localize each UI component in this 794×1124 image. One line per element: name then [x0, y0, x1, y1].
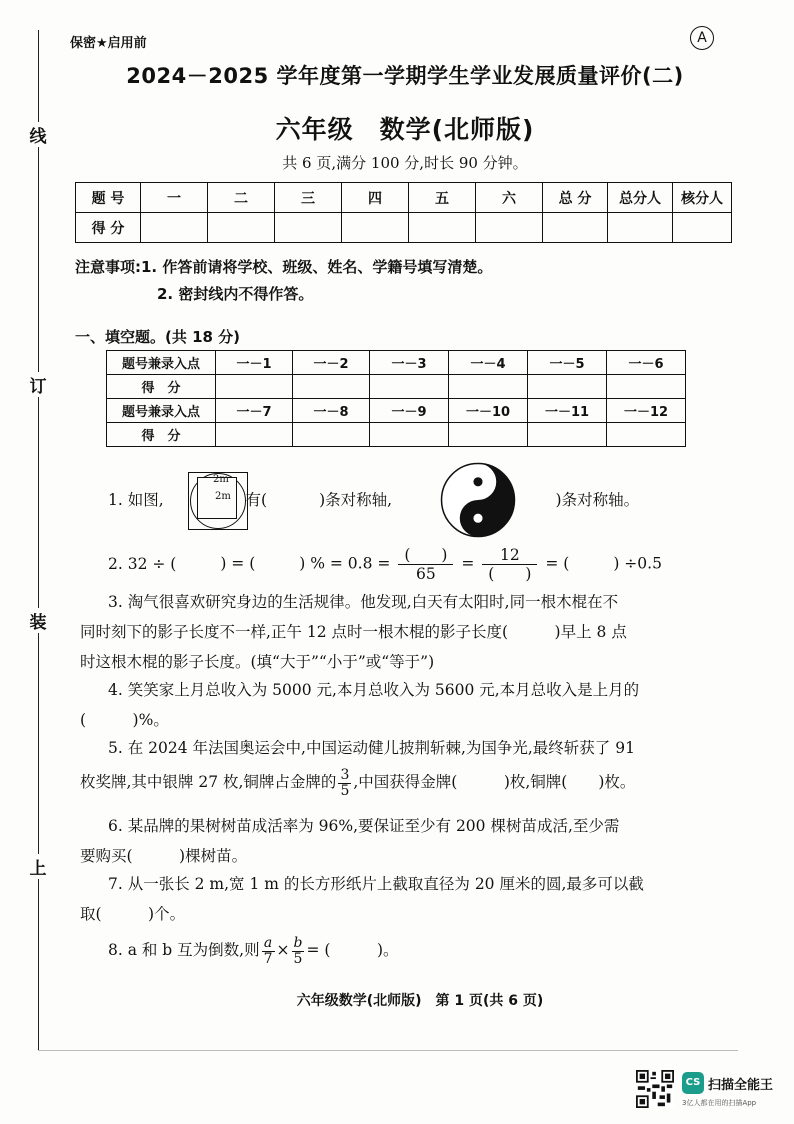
- q7-line-1: 7. 从一张长 2 m,宽 1 m 的长方形纸片上截取直径为 20 厘米的圆,最多可以截: [108, 875, 644, 893]
- entry-point: 一－5: [528, 351, 607, 375]
- q5-line-1: 5. 在 2024 年法国奥运会中,中国运动健儿披荆斩棘,为国争光,最终斩获了 91: [108, 739, 635, 757]
- binding-char-xian: 线: [26, 122, 50, 147]
- section-1-title: 一、填空题。(共 18 分): [75, 328, 241, 346]
- notice-line-1: 注意事项:1. 作答前请将学校、班级、姓名、学籍号填写清楚。: [75, 258, 493, 276]
- entry-point: 一－9: [370, 399, 449, 423]
- entry-point: 一－12: [607, 399, 686, 423]
- entry-point: 一－3: [370, 351, 449, 375]
- question-8: [108, 934, 399, 967]
- q8-frac-a-den: 7: [263, 950, 273, 967]
- q8-frac-b-den: 5: [293, 950, 303, 967]
- entry-point: 一－2: [293, 351, 370, 375]
- score-cell[interactable]: [342, 213, 409, 243]
- score-header-cell: 六: [476, 183, 543, 213]
- entry-score-cell[interactable]: [449, 423, 528, 447]
- score-cell[interactable]: [543, 213, 608, 243]
- camscanner-logo-icon: CS: [682, 1072, 704, 1094]
- q4-line-2: ( )%。: [80, 711, 169, 729]
- binding-char-zhuang: 装: [26, 608, 50, 633]
- score-header-cell: 总分人: [608, 183, 673, 213]
- entry-row: [107, 399, 686, 423]
- q5-line-2b: ,中国获得金牌( )枚,铜牌( )枚。: [353, 773, 636, 791]
- score-cell[interactable]: [141, 213, 208, 243]
- entry-score-cell[interactable]: [370, 423, 449, 447]
- q2-d: = (: [545, 554, 570, 573]
- q1-close: )条对称轴,: [319, 491, 393, 509]
- q2-fraction-1: [398, 546, 453, 583]
- q8-times: ×: [276, 941, 290, 959]
- q5-frac-num: 3: [340, 766, 350, 783]
- q1-mid-a: 有(: [245, 491, 268, 509]
- exam-subject: 六年级 数学(北师版): [275, 115, 535, 144]
- binding-line: [38, 30, 39, 1050]
- q8-frac-a-num: a: [262, 936, 275, 952]
- question-2: [80, 546, 662, 583]
- q2-e: ) ÷0.5: [613, 554, 662, 573]
- entry-score-cell[interactable]: [528, 375, 607, 399]
- q5-line-2a: 枚奖牌,其中银牌 27 枚,铜牌占金牌的: [80, 773, 337, 791]
- score-table-score-row: [76, 213, 732, 243]
- binding-char-shang: 上: [26, 854, 50, 879]
- q8-b: = ( )。: [306, 941, 399, 959]
- q7-line-2: 取( )个。: [80, 905, 186, 923]
- entry-score-cell[interactable]: [607, 375, 686, 399]
- figure-label-side: 2m: [215, 491, 231, 502]
- score-cell[interactable]: [208, 213, 275, 243]
- q2-b: ) = (: [220, 554, 256, 573]
- exam-info: 共 6 页,满分 100 分,时长 90 分钟。: [282, 154, 528, 172]
- entry-score-row: [107, 423, 686, 447]
- score-header-cell: 四: [342, 183, 409, 213]
- q3-line-2: 同时刻下的影子长度不一样,正午 12 点时一根木棍的影子长度( )早上 8 点: [80, 623, 627, 641]
- q2-c: ) % = 0.8 =: [299, 554, 391, 573]
- yin-yang-figure: [440, 462, 516, 538]
- q5-frac-den: 5: [340, 782, 350, 799]
- q3-line-1: 3. 淘气很喜欢研究身边的生活规律。他发现,白天有太阳时,同一根木棍在不: [108, 593, 619, 611]
- score-cell[interactable]: [673, 213, 732, 243]
- version-mark: A: [690, 26, 714, 50]
- score-header-cell: 核分人: [673, 183, 732, 213]
- score-cell[interactable]: [275, 213, 342, 243]
- q5-line-2: [80, 766, 635, 799]
- camscanner-name: 扫描全能王: [708, 1078, 774, 1093]
- q5-fraction: [338, 768, 351, 799]
- score-table: [75, 182, 732, 243]
- q3-line-3: 时这根木棍的影子长度。(填“大于”“小于”或“等于”): [80, 653, 435, 671]
- question-1: [80, 484, 639, 516]
- score-cell[interactable]: [409, 213, 476, 243]
- q2-eq: =: [461, 554, 475, 573]
- q8-a: 8. a 和 b 互为倒数,则: [108, 941, 260, 959]
- score-cell[interactable]: [608, 213, 673, 243]
- entry-point: 一－4: [449, 351, 528, 375]
- entry-score-cell[interactable]: [293, 375, 370, 399]
- entry-score-label: 得 分: [107, 423, 216, 447]
- entry-row: [107, 351, 686, 375]
- score-header-cell: 五: [409, 183, 476, 213]
- q2-fraction-2: [482, 546, 537, 583]
- entry-label: 题号兼录入点: [107, 399, 216, 423]
- entry-score-cell[interactable]: [216, 375, 293, 399]
- entry-point: 一－8: [293, 399, 370, 423]
- page-footer: 六年级数学(北师版) 第 1 页(共 6 页): [296, 993, 544, 1009]
- camscanner-slogan: 3亿人都在用的扫描App: [682, 1099, 757, 1107]
- q1-end: )条对称轴。: [555, 491, 640, 509]
- entry-score-row: [107, 375, 686, 399]
- score-header-cell: 二: [208, 183, 275, 213]
- entry-point: 一－10: [449, 399, 528, 423]
- entry-point: 一－7: [216, 399, 293, 423]
- q4-line-1: 4. 笑笑家上月总收入为 5000 元,本月总收入为 5600 元,本月总收入是上月的: [108, 681, 640, 699]
- q8-frac-b-num: b: [293, 934, 303, 951]
- score-header-cell: 题 号: [76, 183, 141, 213]
- q8-fraction-a: [262, 936, 275, 967]
- entry-score-cell[interactable]: [607, 423, 686, 447]
- figure-label-top: 2m: [213, 474, 229, 485]
- score-header-cell: 总 分: [543, 183, 608, 213]
- entry-score-cell[interactable]: [293, 423, 370, 447]
- confidential-label: 保密★启用前: [70, 36, 147, 51]
- q6-line-1: 6. 某品牌的果树树苗成活率为 96%,要保证至少有 200 棵树苗成活,至少需: [108, 817, 620, 835]
- entry-score-cell[interactable]: [216, 423, 293, 447]
- score-row-label: 得 分: [76, 213, 141, 243]
- q2-frac1-den: 65: [416, 565, 436, 583]
- entry-point: 一－6: [607, 351, 686, 375]
- q2-a: 2. 32 ÷ (: [108, 554, 177, 573]
- entry-point: 一－1: [216, 351, 293, 375]
- entry-label: 题号兼录入点: [107, 351, 216, 375]
- entry-score-cell[interactable]: [370, 375, 449, 399]
- q2-frac2-num: 12: [482, 546, 537, 565]
- q8-fraction-b: [292, 936, 305, 967]
- q2-frac1-num[interactable]: ( ): [398, 546, 453, 565]
- score-header-cell: 三: [275, 183, 342, 213]
- q6-line-2: 要购买( )棵树苗。: [80, 847, 248, 865]
- q2-frac2-den[interactable]: ( ): [488, 565, 532, 583]
- score-cell[interactable]: [476, 213, 543, 243]
- binding-char-ding: 订: [26, 372, 50, 397]
- exam-title: 2024－2025 学年度第一学期学生学业发展质量评价(二): [126, 64, 684, 88]
- qr-code-icon: [636, 1070, 674, 1108]
- page-bottom-edge: [38, 1050, 738, 1051]
- entry-score-cell[interactable]: [528, 423, 607, 447]
- notice-line-2: 2. 密封线内不得作答。: [157, 285, 314, 303]
- q1-prefix: 1. 如图,: [108, 491, 164, 509]
- score-header-cell: 一: [141, 183, 208, 213]
- square-circle-figure: [188, 472, 248, 530]
- entry-score-cell[interactable]: [449, 375, 528, 399]
- score-table-header-row: [76, 183, 732, 213]
- entry-point: 一－11: [528, 399, 607, 423]
- entry-table: [106, 350, 686, 447]
- entry-score-label: 得 分: [107, 375, 216, 399]
